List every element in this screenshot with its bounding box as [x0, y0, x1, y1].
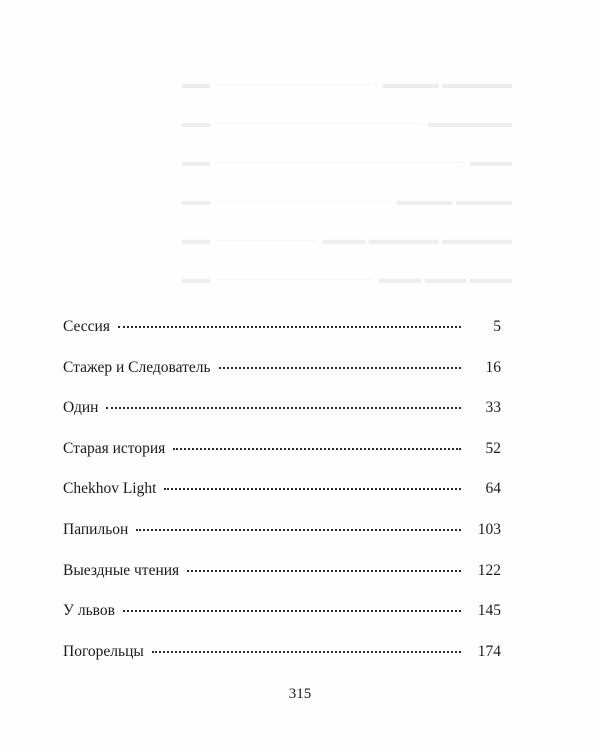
toc-entry-page: 122 — [477, 561, 501, 579]
bleed-through-text: ▬▬▬▬▬ ▬▬▬▬ ▬▬ ▬▬▬▬▬▬ ▬▬ ▬▬▬ ▬▬ ▬▬▬▬ ▬▬▬▬ ▬▬ ▬▬▬▬▬ ▬▬▬▬▬ ▬▬▬ ▬▬ ▬▬▬ ▬▬▬ ▬▬▬ ▬▬ — [182, 77, 512, 287]
page-number: 315 — [288, 686, 312, 702]
toc-entry-page: 16 — [485, 358, 501, 376]
toc-entry-title: Стажер и Следователь — [63, 358, 211, 376]
toc-entry-page: 52 — [485, 439, 501, 457]
toc-entry-page: 64 — [485, 480, 501, 498]
toc-entry[interactable] — [63, 480, 501, 521]
toc-entry[interactable] — [63, 440, 501, 481]
toc-dot-leader — [136, 529, 461, 531]
toc-entry-page: 145 — [477, 602, 501, 620]
toc-entry-title: У львов — [63, 602, 115, 620]
toc-entry[interactable] — [63, 562, 501, 603]
table-of-contents — [63, 318, 501, 683]
toc-dot-leader — [118, 326, 461, 328]
toc-entry-title: Старая история — [63, 439, 166, 457]
toc-entry-page: 103 — [477, 520, 501, 538]
toc-dot-leader — [123, 610, 461, 612]
toc-entry-title: Один — [63, 399, 99, 417]
toc-entry[interactable] — [63, 602, 501, 643]
toc-entry[interactable] — [63, 318, 501, 359]
toc-entry[interactable] — [63, 643, 501, 684]
toc-dot-leader — [219, 367, 461, 369]
toc-dot-leader — [106, 407, 461, 409]
toc-dot-leader — [173, 448, 461, 450]
toc-entry[interactable] — [63, 399, 501, 440]
toc-entry-page: 33 — [485, 399, 501, 417]
toc-dot-leader — [152, 651, 461, 653]
toc-entry-title: Папильон — [63, 520, 129, 538]
toc-dot-leader — [187, 570, 461, 572]
toc-entry[interactable] — [63, 521, 501, 562]
toc-dot-leader — [164, 488, 461, 490]
toc-entry-page: 5 — [493, 318, 501, 335]
toc-entry-page: 174 — [477, 642, 501, 660]
toc-entry-title: Погорельцы — [63, 642, 144, 660]
toc-entry-title: Сессия — [63, 318, 110, 335]
toc-entry-title: Chekhov Light — [63, 480, 157, 498]
toc-entry[interactable] — [63, 359, 501, 400]
toc-entry-title: Выездные чтения — [63, 561, 180, 579]
